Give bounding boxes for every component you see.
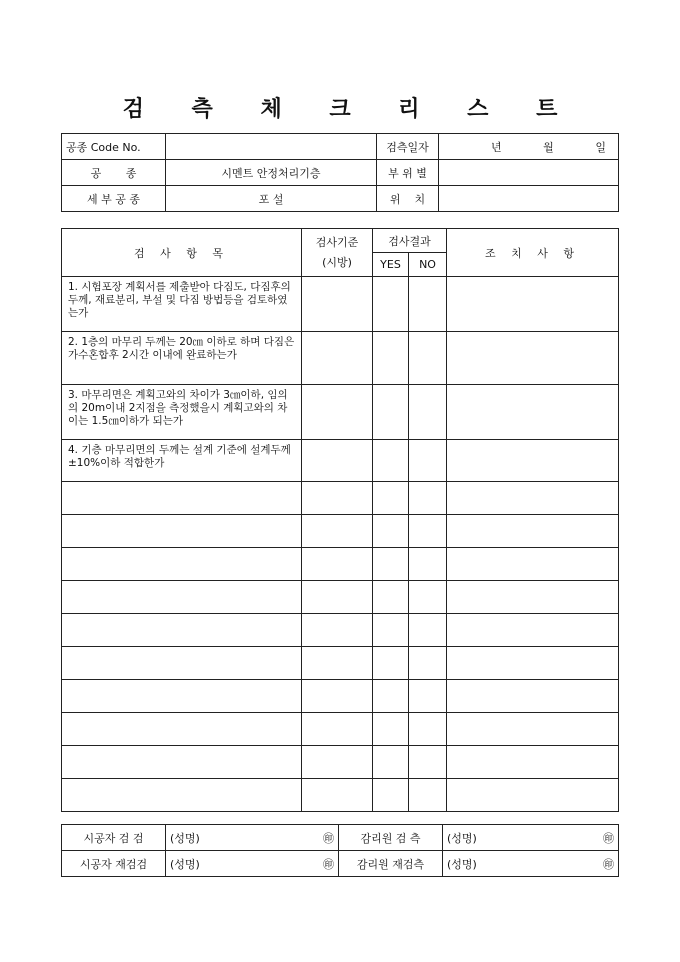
supervisor-inspect-signature[interactable]: [443, 825, 619, 851]
supervisor-inspect-label: 감리원 검 측: [339, 825, 443, 851]
action-cell[interactable]: [447, 779, 619, 812]
table-row: [62, 713, 619, 746]
col-standard-sub: (시방): [322, 255, 352, 269]
action-cell[interactable]: [447, 277, 619, 332]
detail-work-value: 포 설: [166, 186, 377, 212]
yes-cell[interactable]: [373, 385, 409, 440]
action-cell[interactable]: [447, 614, 619, 647]
col-action-header: 조 치 사 항: [447, 229, 619, 277]
date-day-label: 일: [595, 140, 606, 154]
standard-cell[interactable]: [302, 779, 373, 812]
yes-cell[interactable]: [373, 614, 409, 647]
table-row: [62, 515, 619, 548]
location-field[interactable]: [439, 186, 619, 212]
part-field[interactable]: [439, 160, 619, 186]
no-cell[interactable]: [409, 277, 447, 332]
detail-work-label: 세 부 공 종: [62, 186, 166, 212]
table-row: [62, 680, 619, 713]
standard-cell[interactable]: [302, 713, 373, 746]
yes-cell[interactable]: [373, 440, 409, 482]
work-code-label: 공종 Code No.: [62, 134, 166, 160]
yes-cell[interactable]: [373, 680, 409, 713]
name-label: (성명): [447, 857, 477, 871]
no-cell[interactable]: [409, 746, 447, 779]
action-cell[interactable]: [447, 647, 619, 680]
yes-cell[interactable]: [373, 548, 409, 581]
no-cell[interactable]: [409, 680, 447, 713]
standard-cell[interactable]: [302, 515, 373, 548]
yes-cell[interactable]: [373, 515, 409, 548]
yes-cell[interactable]: [373, 713, 409, 746]
table-row: [62, 779, 619, 812]
work-code-field[interactable]: [166, 134, 377, 160]
yes-cell[interactable]: [373, 779, 409, 812]
table-row: [62, 277, 619, 332]
standard-cell[interactable]: [302, 647, 373, 680]
standard-cell[interactable]: [302, 614, 373, 647]
supervisor-reinspect-signature[interactable]: [443, 851, 619, 877]
check-item: 2. 1층의 마무리 두께는 20㎝ 이하로 하며 다짐은 가수혼합후 2시간 이내에 완료하는가: [62, 332, 302, 385]
yes-cell[interactable]: [373, 581, 409, 614]
action-cell[interactable]: [447, 713, 619, 746]
action-cell[interactable]: [447, 440, 619, 482]
no-cell[interactable]: [409, 385, 447, 440]
page-title: 검 측 체 크 리 스 트: [122, 96, 578, 122]
item-cell[interactable]: [62, 581, 302, 614]
yes-cell[interactable]: [373, 332, 409, 385]
part-label: 부 위 별: [377, 160, 439, 186]
table-row: [62, 647, 619, 680]
standard-cell[interactable]: [302, 332, 373, 385]
col-item-header: 검 사 항 목: [62, 229, 302, 277]
check-item: 3. 마무리면은 계획고와의 차이가 3㎝이하, 임의의 20m이내 2지점을 측정했을시 계획고와의 차이는 1.5㎝이하가 되는가: [62, 385, 302, 440]
col-yes-header: YES: [373, 253, 409, 277]
item-cell[interactable]: [62, 713, 302, 746]
table-row: [62, 482, 619, 515]
item-cell[interactable]: [62, 779, 302, 812]
item-cell[interactable]: [62, 482, 302, 515]
standard-cell[interactable]: [302, 680, 373, 713]
header-table: [61, 133, 619, 212]
table-row: [62, 746, 619, 779]
no-cell[interactable]: [409, 482, 447, 515]
table-row: [62, 440, 619, 482]
action-cell[interactable]: [447, 482, 619, 515]
seal-mark: ㊞: [603, 831, 614, 845]
item-cell[interactable]: [62, 548, 302, 581]
yes-cell[interactable]: [373, 647, 409, 680]
name-label: (성명): [170, 831, 200, 845]
standard-cell[interactable]: [302, 277, 373, 332]
standard-cell[interactable]: [302, 385, 373, 440]
check-item: 4. 기층 마무리면의 두께는 설계 기준에 설계두께 ±10%이하 적합한가: [62, 440, 302, 482]
item-cell[interactable]: [62, 614, 302, 647]
col-result-header: 검사결과: [373, 229, 447, 253]
contractor-reinspect-signature[interactable]: [166, 851, 339, 877]
contractor-inspect-label: 시공자 검 검: [62, 825, 166, 851]
table-row: [62, 614, 619, 647]
action-cell[interactable]: [447, 680, 619, 713]
no-cell[interactable]: [409, 779, 447, 812]
item-cell[interactable]: [62, 515, 302, 548]
standard-cell[interactable]: [302, 482, 373, 515]
name-label: (성명): [447, 831, 477, 845]
seal-mark: ㊞: [323, 831, 334, 845]
table-row: [62, 385, 619, 440]
no-cell[interactable]: [409, 713, 447, 746]
work-type-value: 시멘트 안정처리기층: [166, 160, 377, 186]
date-month-label: 월: [543, 140, 554, 154]
action-cell[interactable]: [447, 332, 619, 385]
standard-cell[interactable]: [302, 746, 373, 779]
action-cell[interactable]: [447, 548, 619, 581]
yes-cell[interactable]: [373, 746, 409, 779]
action-cell[interactable]: [447, 746, 619, 779]
contractor-inspect-signature[interactable]: [166, 825, 339, 851]
seal-mark: ㊞: [323, 857, 334, 871]
table-row: [62, 581, 619, 614]
signature-table: [61, 824, 619, 877]
name-label: (성명): [170, 857, 200, 871]
no-cell[interactable]: [409, 548, 447, 581]
col-no-header: NO: [409, 253, 447, 277]
supervisor-reinspect-label: 감리원 재검측: [339, 851, 443, 877]
inspect-date-label: 검측일자: [377, 134, 439, 160]
item-cell[interactable]: [62, 680, 302, 713]
standard-cell[interactable]: [302, 440, 373, 482]
no-cell[interactable]: [409, 614, 447, 647]
action-cell[interactable]: [447, 385, 619, 440]
standard-cell[interactable]: [302, 548, 373, 581]
no-cell[interactable]: [409, 332, 447, 385]
inspect-date-field[interactable]: [439, 134, 619, 160]
no-cell[interactable]: [409, 515, 447, 548]
action-cell[interactable]: [447, 581, 619, 614]
checklist-table: [61, 228, 619, 812]
location-label: 위 치: [377, 186, 439, 212]
item-cell[interactable]: [62, 647, 302, 680]
no-cell[interactable]: [409, 440, 447, 482]
table-row: [62, 332, 619, 385]
work-type-label: 공 종: [62, 160, 166, 186]
no-cell[interactable]: [409, 647, 447, 680]
action-cell[interactable]: [447, 515, 619, 548]
yes-cell[interactable]: [373, 277, 409, 332]
contractor-reinspect-label: 시공자 재검검: [62, 851, 166, 877]
check-item: 1. 시험포장 계획서를 제출받아 다짐도, 다짐후의 두께, 재료분리, 부설 및 다짐 방법등을 검토하였는가: [62, 277, 302, 332]
col-standard-label: 검사기준: [315, 235, 359, 249]
table-row: [62, 548, 619, 581]
yes-cell[interactable]: [373, 482, 409, 515]
standard-cell[interactable]: [302, 581, 373, 614]
seal-mark: ㊞: [603, 857, 614, 871]
date-year-label: 년: [491, 140, 502, 154]
col-standard-header: [302, 229, 373, 277]
no-cell[interactable]: [409, 581, 447, 614]
item-cell[interactable]: [62, 746, 302, 779]
